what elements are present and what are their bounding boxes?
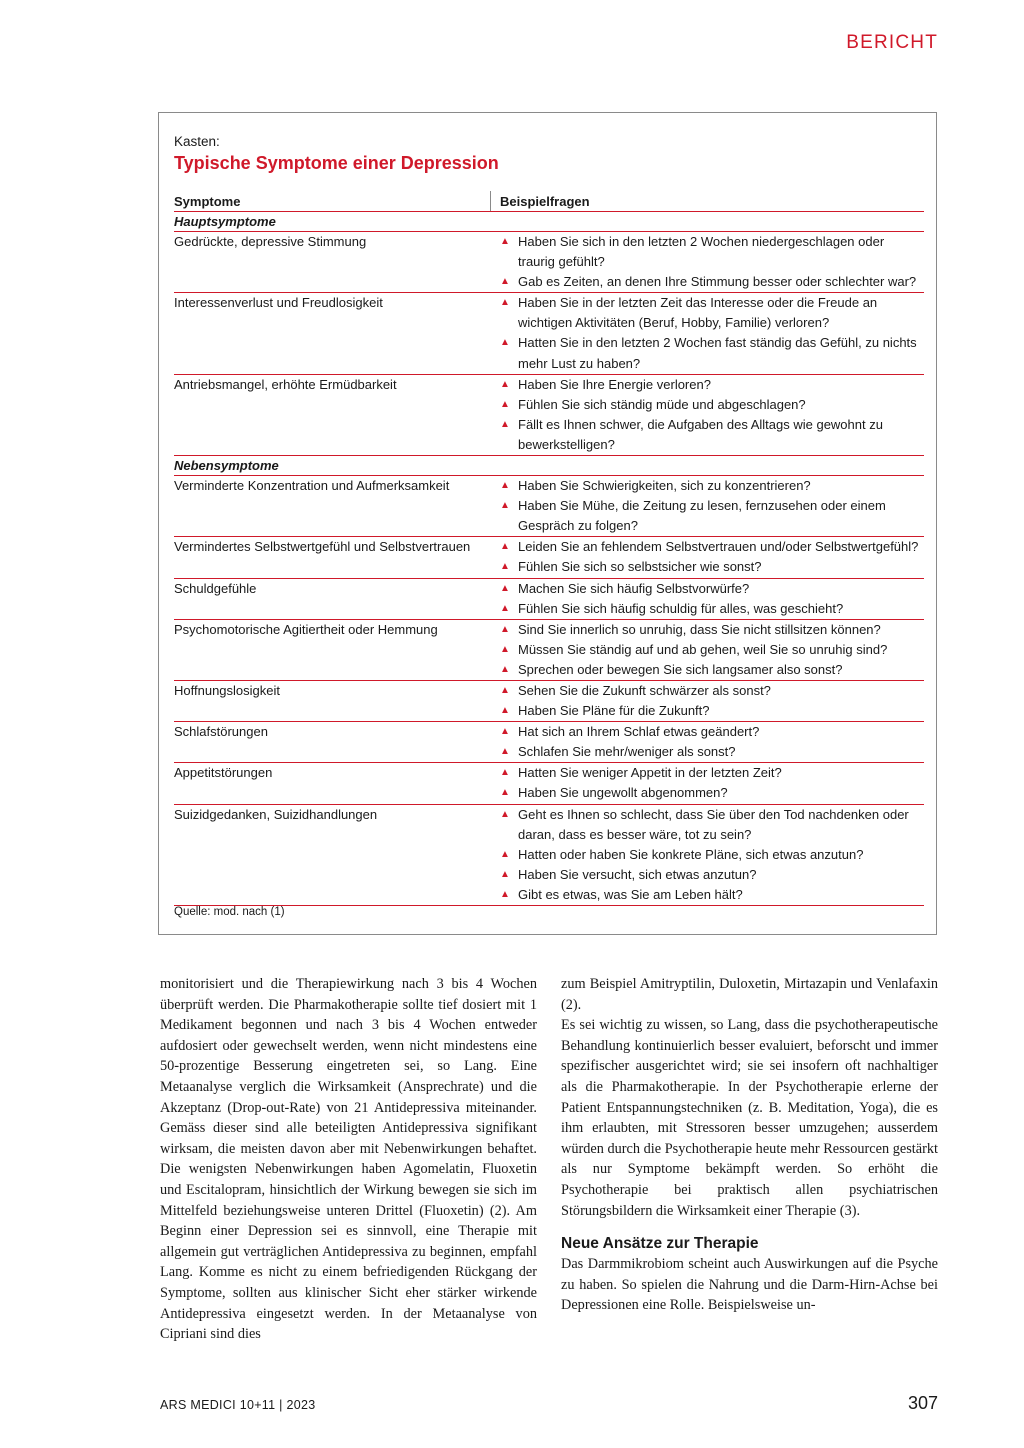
- column-header-symptoms: Symptome: [174, 191, 491, 211]
- question-item: [500, 415, 924, 455]
- question-item: [500, 293, 924, 333]
- symptom-cell: Verminderte Konzentration und Aufmerksamkeit: [174, 478, 450, 494]
- question-item: [500, 660, 924, 680]
- questions-cell: [491, 681, 924, 721]
- table-row: [174, 722, 924, 763]
- table-row: [174, 681, 924, 722]
- question-item: [500, 722, 924, 742]
- question-item: [500, 620, 924, 640]
- triangle-bullet-icon: ▲: [500, 276, 510, 288]
- questions-cell: [491, 375, 924, 455]
- question-item: [500, 640, 924, 660]
- triangle-bullet-icon: ▲: [500, 236, 510, 247]
- question-text: Haben Sie Pläne für die Zukunft?: [518, 703, 710, 719]
- section-label: BERICHT: [846, 32, 938, 53]
- symptom-cell: Interessenverlust und Freudlosigkeit: [174, 295, 383, 311]
- question-item: [500, 865, 924, 885]
- triangle-bullet-icon: ▲: [500, 705, 510, 717]
- question-item: [500, 496, 924, 536]
- question-item: [500, 742, 924, 762]
- question-text: Gibt es etwas, was Sie am Leben hält?: [518, 886, 743, 902]
- box-title: Typische Symptome einer Depression: [174, 153, 499, 173]
- question-text: Sehen Sie die Zukunft schwärzer als sonst?: [518, 682, 771, 698]
- question-item: [500, 272, 924, 292]
- question-item: [500, 701, 924, 721]
- table-row: [174, 805, 924, 906]
- question-text: Haben Sie sich in den letzten 2 Wochen niedergeschlagen oder traurig gefühlt?: [518, 234, 885, 270]
- symptom-cell: Appetitstörungen: [174, 765, 273, 781]
- triangle-bullet-icon: ▲: [500, 684, 510, 696]
- symptom-cell: Schuldgefühle: [174, 580, 257, 596]
- triangle-bullet-icon: ▲: [500, 726, 510, 738]
- question-text: Hatten Sie in den letzten 2 Wochen fast ständig das Gefühl, zu nichts mehr Lust zu haben?: [518, 335, 917, 371]
- page-number: 307: [907, 1393, 938, 1413]
- questions-cell: [491, 476, 924, 536]
- question-item: [500, 232, 924, 272]
- table-row: [174, 375, 924, 456]
- triangle-bullet-icon: ▲: [500, 848, 510, 860]
- question-text: Sind Sie innerlich so unruhig, dass Sie nicht stillsitzen können?: [518, 621, 881, 637]
- table-row: [174, 579, 924, 620]
- question-text: Gab es Zeiten, an denen Ihre Stimmung besser oder schlechter war?: [518, 274, 917, 290]
- table-row: [174, 537, 924, 578]
- article-column-right: [561, 974, 938, 1316]
- triangle-bullet-icon: ▲: [500, 767, 510, 779]
- triangle-bullet-icon: ▲: [500, 787, 510, 799]
- symptom-cell: Schlafstörungen: [174, 724, 268, 740]
- triangle-bullet-icon: ▲: [500, 500, 510, 512]
- question-text: Hatten oder haben Sie konkrete Pläne, sich etwas anzutun?: [518, 846, 864, 862]
- footer-journal: ARS MEDICI 10+11 | 2023: [160, 1398, 316, 1412]
- symptom-cell: Suizidgedanken, Suizidhandlungen: [174, 806, 378, 822]
- question-text: Haben Sie versucht, sich etwas anzutun?: [518, 866, 757, 882]
- table-group-label: Nebensymptome: [174, 456, 924, 476]
- triangle-bullet-icon: ▲: [500, 480, 510, 492]
- table-body: [174, 212, 924, 906]
- triangle-bullet-icon: ▲: [500, 561, 510, 573]
- triangle-bullet-icon: ▲: [500, 643, 510, 655]
- questions-cell: [491, 293, 924, 373]
- column-header-questions: Beispielfragen: [500, 193, 590, 209]
- question-text: Haben Sie Schwierigkeiten, sich zu konzentrieren?: [518, 478, 811, 494]
- question-text: Leiden Sie an fehlendem Selbstvertrauen und/oder Selbstwertgefühl?: [518, 539, 919, 555]
- question-item: [500, 681, 924, 701]
- symptom-cell: Vermindertes Selbstwertgefühl und Selbstvertrauen: [174, 539, 471, 555]
- triangle-bullet-icon: ▲: [500, 378, 510, 390]
- question-item: [500, 845, 924, 865]
- table-row: [174, 763, 924, 804]
- article-paragraph: monitorisiert und die Therapiewirkung nach 3 bis 4 Wochen überprüft werden. Die Pharmakotherapie sollte tief dosiert mit 1 Medikament begonnen und nach 3 bis 4 Wochen entweder aufdosiert oder gewechselt werden, wenn nicht mindestens eine 50-prozentige Besserung eingetreten sei, so Lang. Eine Metaanalyse verglich die Wirksamkeit (Ansprechrate) und die Akzeptanz (Drop-out-Rate) von 21 Antidepressiva miteinander. Gemäss dieser sind alle beteiligten Antidepressiva signifikant wirksam, die meisten davon aber mit Nebenwirkungen behaftet. Die wenigsten Nebenwirkungen haben Agomelatin, Fluoxetin und Escitalopram, hinsichtlich der Wirkung bewegen sie sich im Mittelfeld beziehungsweise unteren Drittel (Fluoxetin) (2). Am Beginn einer Depression sei es sinnvoll, eine Therapie mit allgemein gut verträglichen Antidepressiva zu beginnen, empfahl Lang. Komme es nicht zu einem befriedigenden Rückgang der Symptome, sollten aus klinischer Sicht eher stärker wirkende Antidepressiva eingesetzt werden. In der Metaanalyse von Cipriani sind dies: [160, 976, 537, 1343]
- box-kicker: Kasten:: [174, 134, 220, 149]
- symptom-cell: Antriebsmangel, erhöhte Ermüdbarkeit: [174, 376, 397, 392]
- questions-cell: [491, 579, 924, 619]
- question-text: Fühlen Sie sich ständig müde und abgeschlagen?: [518, 396, 806, 412]
- table-header: [174, 191, 924, 212]
- question-text: Fühlen Sie sich häufig schuldig für alles, was geschieht?: [518, 600, 844, 616]
- question-item: [500, 557, 924, 577]
- question-text: Haben Sie Mühe, die Zeitung zu lesen, fernzusehen oder einem Gespräch zu folgen?: [518, 498, 886, 534]
- questions-cell: [491, 722, 924, 762]
- question-text: Hatten Sie weniger Appetit in der letzten Zeit?: [518, 765, 782, 781]
- article-paragraph: Das Darmmikrobiom scheint auch Auswirkungen auf die Psyche zu haben. So spielen die Nahrung und die Darm-Hirn-Achse bei Depressionen eine Rolle. Beispielsweise un-: [561, 1256, 938, 1314]
- question-text: Haben Sie Ihre Energie verloren?: [518, 376, 711, 392]
- triangle-bullet-icon: ▲: [500, 297, 510, 309]
- table-row: [174, 620, 924, 681]
- symptom-cell: Psychomotorische Agitiertheit oder Hemmung: [174, 621, 438, 637]
- triangle-bullet-icon: ▲: [500, 337, 510, 349]
- question-item: [500, 476, 924, 496]
- symptom-cell: Gedrückte, depressive Stimmung: [174, 234, 367, 249]
- triangle-bullet-icon: ▲: [500, 868, 510, 880]
- question-text: Schlafen Sie mehr/weniger als sonst?: [518, 744, 736, 760]
- section-heading: Neue Ansätze zur Therapie: [561, 1235, 759, 1253]
- question-text: Fühlen Sie sich so selbstsicher wie sonst?: [518, 559, 762, 575]
- table-row: [174, 293, 924, 374]
- question-text: Müssen Sie ständig auf und ab gehen, weil Sie so unruhig sind?: [518, 641, 888, 657]
- question-item: [500, 805, 924, 845]
- questions-cell: [491, 232, 924, 292]
- article-paragraph: Es sei wichtig zu wissen, so Lang, dass die psychotherapeutische Behandlung kontinuierlich besser evaluiert, beforscht und immer spezifischer ausgerichtet wird; sie sei insofern oft nachhaltiger als die Pharmakotherapie. In der Psychotherapie erlerne der Patient Entspannungstechniken (z. B. Meditation, Yoga), die es ihm erlaubten, mit Stressoren besser umzugehen; ausserdem würden durch die Psychotherapie heute mehr Ressourcen gestärkt als nur Symptome bekämpft werden. So erhöht die Psychotherapie bei praktisch allen psychiatrischen Störungsbildern die Wirksamkeit einer Therapie (3).: [561, 1017, 938, 1219]
- question-text: Hat sich an Ihrem Schlaf etwas geändert?: [518, 724, 760, 740]
- question-text: Geht es Ihnen so schlecht, dass Sie über den Tod nachdenken oder daran, dass es besser wäre, tot zu sein?: [518, 806, 909, 842]
- question-item: [500, 537, 924, 557]
- question-item: [500, 783, 924, 803]
- triangle-bullet-icon: ▲: [500, 663, 510, 675]
- question-item: [500, 763, 924, 783]
- questions-cell: [491, 620, 924, 680]
- triangle-bullet-icon: ▲: [500, 808, 510, 820]
- questions-cell: [491, 763, 924, 803]
- question-text: Machen Sie sich häufig Selbstvorwürfe?: [518, 580, 750, 596]
- triangle-bullet-icon: ▲: [500, 746, 510, 758]
- question-text: Sprechen oder bewegen Sie sich langsamer also sonst?: [518, 661, 843, 677]
- article-column-left: [160, 974, 537, 1345]
- symptom-table: [174, 191, 924, 906]
- symptom-cell: Hoffnungslosigkeit: [174, 682, 280, 698]
- question-text: Haben Sie ungewollt abgenommen?: [518, 785, 728, 801]
- table-row: [174, 232, 924, 293]
- question-text: Fällt es Ihnen schwer, die Aufgaben des Alltags wie gewohnt zu bewerkstelligen?: [518, 416, 883, 452]
- question-item: [500, 333, 924, 373]
- question-text: Haben Sie in der letzten Zeit das Interesse oder die Freude an wichtigen Aktivitäten (Beruf, Hobby, Familie) verloren?: [518, 295, 878, 331]
- triangle-bullet-icon: ▲: [500, 623, 510, 635]
- info-box: [158, 112, 937, 935]
- triangle-bullet-icon: ▲: [500, 582, 510, 594]
- triangle-bullet-icon: ▲: [500, 602, 510, 614]
- questions-cell: [491, 805, 924, 905]
- question-item: [500, 885, 924, 905]
- triangle-bullet-icon: ▲: [500, 418, 510, 430]
- triangle-bullet-icon: ▲: [500, 541, 510, 553]
- table-row: [174, 476, 924, 537]
- box-source: Quelle: mod. nach (1): [174, 906, 285, 918]
- question-item: [500, 375, 924, 395]
- table-group-label: Hauptsymptome: [174, 212, 924, 232]
- article-paragraph: zum Beispiel Amitryptilin, Duloxetin, Mirtazapin und Venlafaxin (2).: [561, 976, 938, 1013]
- question-item: [500, 599, 924, 619]
- triangle-bullet-icon: ▲: [500, 398, 510, 410]
- triangle-bullet-icon: ▲: [500, 888, 510, 900]
- questions-cell: [491, 537, 924, 577]
- question-item: [500, 395, 924, 415]
- question-item: [500, 579, 924, 599]
